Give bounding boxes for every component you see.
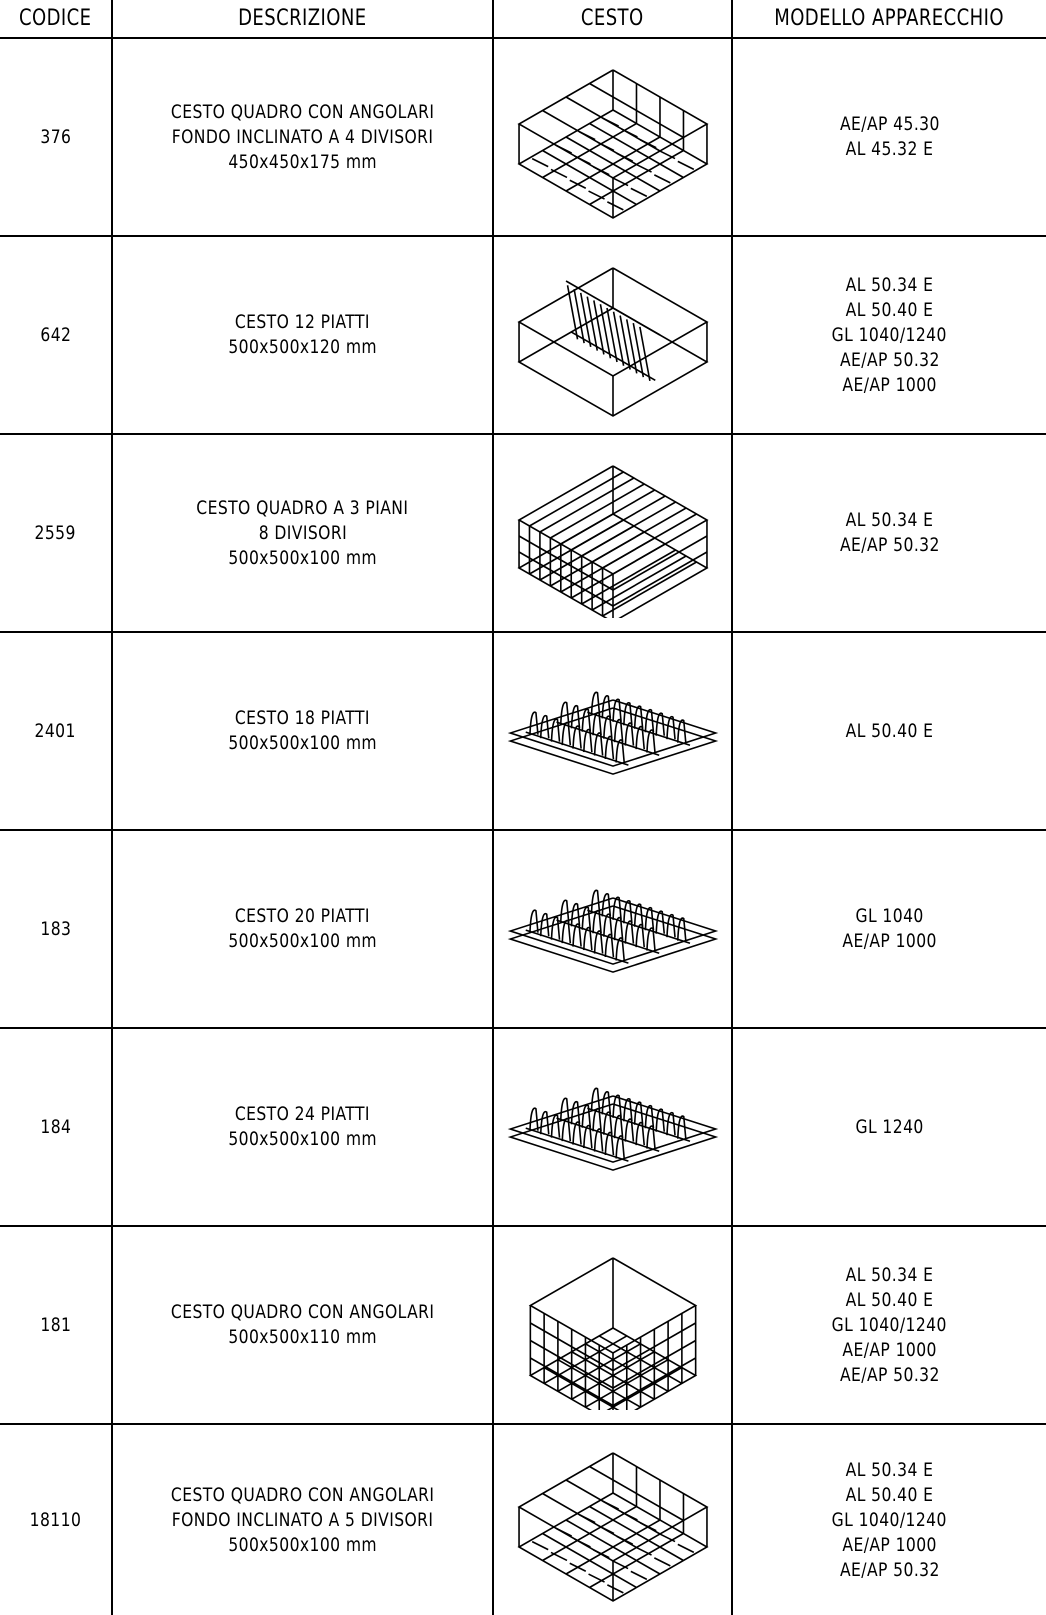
header-description: DESCRIZIONE [112, 0, 493, 38]
product-code: 183 [40, 917, 71, 940]
model-entry: AE/AP 50.32 [839, 1363, 940, 1386]
model-entry: AE/AP 1000 [842, 930, 937, 952]
model-cell [732, 632, 1046, 830]
code-cell [0, 236, 112, 434]
description-line: 500x500x100 mm [228, 1533, 377, 1556]
three-level-grid-basket-icon [498, 448, 728, 618]
table-row [0, 434, 1046, 632]
model-cell [732, 434, 1046, 632]
table-row [0, 1424, 1046, 1615]
model-entry: AE/AP 1000 [842, 1338, 937, 1361]
model-entry: AL 50.34 E [845, 509, 934, 531]
header-code: CODICE [0, 0, 112, 38]
basket-cell [493, 434, 732, 632]
description-cell [112, 434, 493, 632]
description-line: 500x500x110 mm [228, 1326, 377, 1348]
description-line: FONDO INCLINATO A 5 DIVISORI [171, 1508, 434, 1531]
model-entry: GL 1040/1240 [831, 1508, 948, 1531]
model-cell [732, 1226, 1046, 1424]
table-row [0, 1028, 1046, 1226]
table-row [0, 632, 1046, 830]
description-line: CESTO 24 PIATTI [234, 1103, 371, 1125]
model-entry: AE/AP 1000 [842, 373, 937, 396]
description-cell [112, 1028, 493, 1226]
model-entry: AL 45.32 E [845, 138, 934, 160]
model-cell [732, 236, 1046, 434]
model-entry: AL 50.40 E [845, 1288, 934, 1311]
basket-cell [493, 38, 732, 236]
table-header-row [0, 0, 1046, 38]
basket-cell [493, 1226, 732, 1424]
model-entry: AL 50.40 E [845, 1483, 934, 1506]
model-cell [732, 830, 1046, 1028]
description-line: 500x500x120 mm [228, 336, 377, 358]
model-entry: AE/AP 50.32 [839, 1558, 940, 1581]
description-line: 500x500x100 mm [228, 732, 377, 754]
description-cell [112, 236, 493, 434]
plate-rack-18-icon [498, 646, 728, 816]
description-line: 500x500x100 mm [228, 930, 377, 952]
square-basket-inclined-dividers-icon [498, 1435, 728, 1605]
description-cell [112, 1424, 493, 1615]
description-line: CESTO QUADRO CON ANGOLARI [170, 1483, 435, 1506]
description-cell [112, 38, 493, 236]
model-entry: AE/AP 45.30 [839, 113, 940, 135]
model-entry: AL 50.34 E [845, 273, 934, 296]
description-cell [112, 632, 493, 830]
basket-cell [493, 236, 732, 434]
basket-cell [493, 830, 732, 1028]
model-entry: GL 1040/1240 [831, 323, 948, 346]
code-cell [0, 38, 112, 236]
code-cell [0, 1226, 112, 1424]
plate-rack-20-icon [498, 844, 728, 1014]
code-cell [0, 1028, 112, 1226]
model-cell [732, 1424, 1046, 1615]
table-row [0, 830, 1046, 1028]
description-line: CESTO QUADRO A 3 PIANI [196, 496, 409, 519]
code-cell [0, 1424, 112, 1615]
product-code: 642 [40, 323, 71, 346]
code-cell [0, 830, 112, 1028]
model-entry: GL 1040 [855, 905, 924, 927]
description-line: 8 DIVISORI [258, 521, 347, 544]
basket-cell [493, 632, 732, 830]
plate-rack-24-icon [498, 1042, 728, 1212]
model-cell [732, 1028, 1046, 1226]
model-entry: AL 50.40 E [845, 298, 934, 321]
basket-cell [493, 1424, 732, 1615]
product-code: 376 [40, 125, 71, 148]
product-code: 181 [40, 1313, 71, 1336]
plate-basket-12-icon [498, 250, 728, 420]
model-cell [732, 38, 1046, 236]
description-line: CESTO 18 PIATTI [234, 707, 371, 729]
model-entry: GL 1240 [855, 1115, 924, 1138]
description-line: FONDO INCLINATO A 4 DIVISORI [171, 125, 434, 148]
model-entry: AE/AP 50.32 [839, 348, 940, 371]
wire-cube-basket-icon [498, 1240, 728, 1410]
description-line: 500x500x100 mm [228, 546, 377, 569]
product-code: 2559 [34, 521, 77, 544]
description-line: 500x500x100 mm [228, 1128, 377, 1150]
product-code: 18110 [29, 1508, 82, 1531]
model-entry: AL 50.34 E [845, 1263, 934, 1286]
description-line: CESTO QUADRO CON ANGOLARI [170, 100, 435, 123]
basket-cell [493, 1028, 732, 1226]
description-cell [112, 830, 493, 1028]
model-entry: AE/AP 50.32 [839, 534, 940, 556]
header-model: MODELLO APPARECCHIO [732, 0, 1046, 38]
table-row [0, 1226, 1046, 1424]
table-row [0, 236, 1046, 434]
model-entry: GL 1040/1240 [831, 1313, 948, 1336]
header-basket: CESTO [493, 0, 732, 38]
table-row [0, 38, 1046, 236]
description-line: 450x450x175 mm [228, 150, 377, 173]
description-line: CESTO 20 PIATTI [234, 905, 371, 927]
model-entry: AE/AP 1000 [842, 1533, 937, 1556]
description-line: CESTO QUADRO CON ANGOLARI [170, 1301, 435, 1323]
code-cell [0, 632, 112, 830]
model-entry: AL 50.34 E [845, 1458, 934, 1481]
product-code: 2401 [34, 719, 77, 742]
code-cell [0, 434, 112, 632]
description-line: CESTO 12 PIATTI [234, 311, 371, 333]
model-entry: AL 50.40 E [845, 719, 934, 742]
description-cell [112, 1226, 493, 1424]
product-code: 184 [40, 1115, 71, 1138]
square-basket-inclined-dividers-icon [498, 52, 728, 222]
